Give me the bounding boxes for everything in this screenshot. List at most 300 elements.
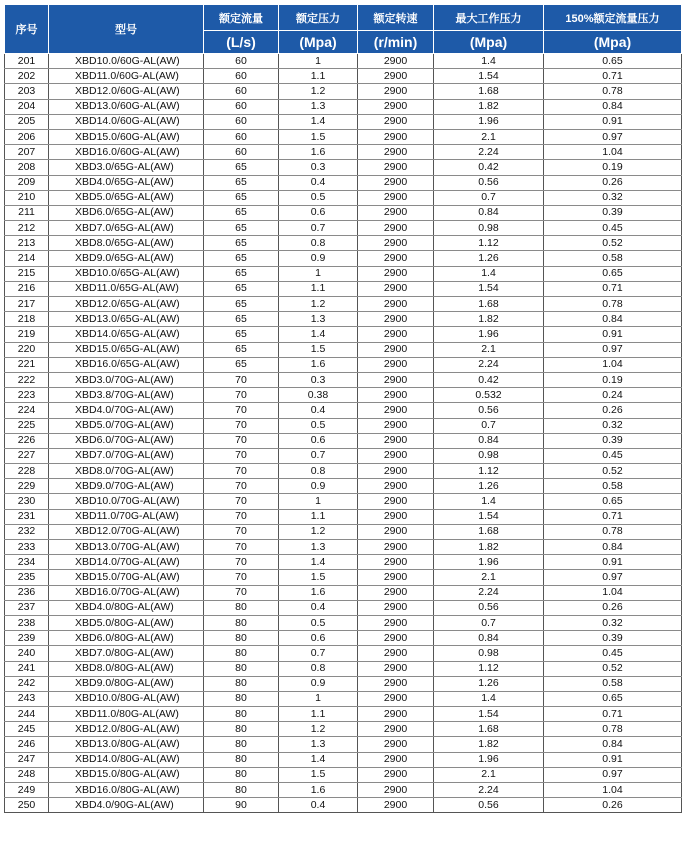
table-row [5,737,682,752]
cell-max-pressure: 0.42 [434,372,544,387]
cell-flow: 80 [204,767,279,782]
cell-flow150-pressure: 0.91 [544,114,682,129]
cell-seq: 229 [5,479,49,494]
header-max-pressure: 最大工作压力 [434,5,544,31]
cell-seq: 250 [5,798,49,813]
cell-model: XBD4.0/65G-AL(AW) [49,175,204,190]
cell-model: XBD13.0/65G-AL(AW) [49,312,204,327]
cell-speed: 2900 [358,312,434,327]
cell-seq: 212 [5,221,49,236]
cell-flow: 65 [204,205,279,220]
table-row [5,570,682,585]
cell-speed: 2900 [358,190,434,205]
cell-speed: 2900 [358,464,434,479]
cell-flow: 70 [204,388,279,403]
cell-max-pressure: 1.68 [434,722,544,737]
cell-seq: 244 [5,707,49,722]
cell-flow150-pressure: 1.04 [544,783,682,798]
cell-pressure: 1 [279,266,358,281]
cell-max-pressure: 2.24 [434,585,544,600]
cell-flow150-pressure: 0.71 [544,281,682,296]
cell-speed: 2900 [358,479,434,494]
cell-flow150-pressure: 0.71 [544,509,682,524]
cell-pressure: 1.5 [279,570,358,585]
table-row [5,798,682,813]
table-row [5,236,682,251]
cell-model: XBD6.0/65G-AL(AW) [49,205,204,220]
cell-seq: 210 [5,190,49,205]
cell-seq: 206 [5,129,49,144]
cell-max-pressure: 0.7 [434,418,544,433]
cell-max-pressure: 0.56 [434,175,544,190]
cell-model: XBD3.0/70G-AL(AW) [49,372,204,387]
cell-flow: 60 [204,129,279,144]
cell-flow: 60 [204,114,279,129]
cell-speed: 2900 [358,357,434,372]
table-row [5,464,682,479]
table-row [5,357,682,372]
cell-pressure: 1.2 [279,297,358,312]
cell-model: XBD14.0/70G-AL(AW) [49,555,204,570]
cell-speed: 2900 [358,403,434,418]
cell-model: XBD4.0/70G-AL(AW) [49,403,204,418]
cell-max-pressure: 0.98 [434,221,544,236]
cell-pressure: 1.4 [279,327,358,342]
cell-seq: 208 [5,160,49,175]
table-row [5,84,682,99]
cell-pressure: 0.3 [279,160,358,175]
cell-flow: 80 [204,600,279,615]
cell-speed: 2900 [358,297,434,312]
cell-pressure: 0.6 [279,433,358,448]
table-row [5,175,682,190]
cell-model: XBD14.0/65G-AL(AW) [49,327,204,342]
cell-flow150-pressure: 0.58 [544,676,682,691]
cell-pressure: 1.3 [279,737,358,752]
cell-model: XBD15.0/80G-AL(AW) [49,767,204,782]
table-row [5,342,682,357]
header-pressure: 额定压力 [279,5,358,31]
table-row [5,160,682,175]
cell-model: XBD16.0/65G-AL(AW) [49,357,204,372]
cell-max-pressure: 1.4 [434,266,544,281]
cell-seq: 220 [5,342,49,357]
pump-spec-table [4,4,682,813]
cell-pressure: 1.6 [279,145,358,160]
table-row [5,312,682,327]
cell-flow150-pressure: 0.84 [544,540,682,555]
cell-flow: 65 [204,251,279,266]
cell-speed: 2900 [358,509,434,524]
cell-speed: 2900 [358,676,434,691]
cell-flow: 60 [204,145,279,160]
cell-flow: 60 [204,54,279,69]
cell-speed: 2900 [358,84,434,99]
cell-speed: 2900 [358,145,434,160]
table-row [5,114,682,129]
cell-model: XBD3.8/70G-AL(AW) [49,388,204,403]
cell-max-pressure: 1.12 [434,464,544,479]
table-header [5,5,682,54]
cell-pressure: 0.7 [279,448,358,463]
cell-max-pressure: 1.96 [434,752,544,767]
cell-flow150-pressure: 0.26 [544,403,682,418]
cell-pressure: 1.2 [279,84,358,99]
cell-model: XBD12.0/70G-AL(AW) [49,524,204,539]
cell-seq: 233 [5,540,49,555]
table-row [5,388,682,403]
cell-max-pressure: 2.1 [434,129,544,144]
cell-seq: 202 [5,69,49,84]
cell-speed: 2900 [358,737,434,752]
cell-speed: 2900 [358,388,434,403]
cell-pressure: 0.9 [279,251,358,266]
table-row [5,767,682,782]
cell-model: XBD4.0/80G-AL(AW) [49,600,204,615]
cell-speed: 2900 [358,69,434,84]
cell-seq: 242 [5,676,49,691]
cell-model: XBD10.0/60G-AL(AW) [49,54,204,69]
cell-model: XBD13.0/80G-AL(AW) [49,737,204,752]
cell-max-pressure: 0.532 [434,388,544,403]
header-seq: 序号 [5,5,49,54]
cell-flow: 70 [204,433,279,448]
table-row [5,205,682,220]
cell-pressure: 1.4 [279,555,358,570]
cell-flow150-pressure: 0.97 [544,342,682,357]
table-row [5,145,682,160]
cell-model: XBD14.0/80G-AL(AW) [49,752,204,767]
cell-model: XBD5.0/70G-AL(AW) [49,418,204,433]
cell-seq: 247 [5,752,49,767]
cell-max-pressure: 1.12 [434,236,544,251]
header-flow: 额定流量 [204,5,279,31]
cell-max-pressure: 0.98 [434,448,544,463]
cell-max-pressure: 1.96 [434,327,544,342]
cell-max-pressure: 1.54 [434,509,544,524]
cell-speed: 2900 [358,281,434,296]
cell-flow: 65 [204,266,279,281]
cell-flow: 65 [204,175,279,190]
cell-model: XBD5.0/80G-AL(AW) [49,615,204,630]
cell-flow150-pressure: 0.26 [544,600,682,615]
table-row [5,691,682,706]
cell-model: XBD7.0/80G-AL(AW) [49,646,204,661]
cell-speed: 2900 [358,798,434,813]
table-body [5,54,682,813]
cell-flow: 70 [204,509,279,524]
cell-flow: 80 [204,646,279,661]
cell-pressure: 0.6 [279,631,358,646]
cell-model: XBD13.0/60G-AL(AW) [49,99,204,114]
cell-max-pressure: 0.84 [434,205,544,220]
cell-seq: 227 [5,448,49,463]
cell-model: XBD12.0/80G-AL(AW) [49,722,204,737]
cell-model: XBD12.0/65G-AL(AW) [49,297,204,312]
cell-pressure: 0.6 [279,205,358,220]
cell-pressure: 1 [279,54,358,69]
cell-max-pressure: 0.56 [434,798,544,813]
cell-flow150-pressure: 0.71 [544,707,682,722]
cell-flow150-pressure: 0.39 [544,205,682,220]
cell-max-pressure: 1.82 [434,737,544,752]
cell-seq: 207 [5,145,49,160]
cell-seq: 218 [5,312,49,327]
cell-flow150-pressure: 0.32 [544,190,682,205]
cell-model: XBD8.0/70G-AL(AW) [49,464,204,479]
table-row [5,524,682,539]
cell-speed: 2900 [358,524,434,539]
cell-flow150-pressure: 0.24 [544,388,682,403]
cell-flow: 80 [204,631,279,646]
cell-pressure: 1.6 [279,357,358,372]
cell-seq: 232 [5,524,49,539]
cell-seq: 225 [5,418,49,433]
cell-seq: 231 [5,509,49,524]
pump-spec-sheet [4,4,681,813]
cell-flow: 60 [204,69,279,84]
cell-max-pressure: 1.96 [434,114,544,129]
table-row [5,600,682,615]
cell-pressure: 1.3 [279,99,358,114]
table-row [5,221,682,236]
cell-flow: 80 [204,661,279,676]
cell-max-pressure: 2.1 [434,342,544,357]
cell-pressure: 0.4 [279,175,358,190]
cell-model: XBD10.0/70G-AL(AW) [49,494,204,509]
cell-flow: 70 [204,403,279,418]
cell-speed: 2900 [358,555,434,570]
cell-flow150-pressure: 0.52 [544,661,682,676]
cell-max-pressure: 1.12 [434,661,544,676]
cell-flow: 70 [204,448,279,463]
cell-seq: 249 [5,783,49,798]
table-row [5,54,682,69]
cell-flow: 80 [204,722,279,737]
table-row [5,418,682,433]
cell-max-pressure: 1.4 [434,54,544,69]
cell-flow150-pressure: 0.97 [544,570,682,585]
cell-pressure: 0.9 [279,676,358,691]
cell-seq: 209 [5,175,49,190]
cell-flow150-pressure: 0.78 [544,524,682,539]
cell-speed: 2900 [358,54,434,69]
cell-max-pressure: 1.26 [434,676,544,691]
cell-pressure: 1.4 [279,752,358,767]
cell-speed: 2900 [358,99,434,114]
cell-pressure: 1 [279,691,358,706]
cell-seq: 217 [5,297,49,312]
cell-pressure: 0.5 [279,418,358,433]
cell-pressure: 1.4 [279,114,358,129]
cell-pressure: 0.8 [279,661,358,676]
cell-flow: 65 [204,312,279,327]
cell-flow150-pressure: 0.32 [544,418,682,433]
cell-seq: 236 [5,585,49,600]
cell-speed: 2900 [358,175,434,190]
cell-speed: 2900 [358,540,434,555]
cell-max-pressure: 0.84 [434,433,544,448]
cell-seq: 215 [5,266,49,281]
cell-seq: 205 [5,114,49,129]
table-row [5,707,682,722]
cell-speed: 2900 [358,160,434,175]
cell-flow: 65 [204,190,279,205]
cell-max-pressure: 1.54 [434,281,544,296]
cell-pressure: 1.6 [279,585,358,600]
cell-flow: 80 [204,783,279,798]
cell-model: XBD6.0/80G-AL(AW) [49,631,204,646]
table-row [5,646,682,661]
cell-speed: 2900 [358,600,434,615]
cell-flow: 90 [204,798,279,813]
cell-seq: 216 [5,281,49,296]
cell-max-pressure: 1.54 [434,69,544,84]
cell-pressure: 1.6 [279,783,358,798]
cell-flow: 70 [204,464,279,479]
cell-speed: 2900 [358,585,434,600]
cell-flow: 70 [204,372,279,387]
cell-flow150-pressure: 0.26 [544,175,682,190]
cell-flow: 80 [204,615,279,630]
cell-model: XBD5.0/65G-AL(AW) [49,190,204,205]
cell-pressure: 1.5 [279,767,358,782]
cell-speed: 2900 [358,752,434,767]
cell-max-pressure: 2.1 [434,570,544,585]
cell-seq: 234 [5,555,49,570]
cell-seq: 223 [5,388,49,403]
cell-seq: 224 [5,403,49,418]
cell-flow: 80 [204,676,279,691]
cell-speed: 2900 [358,433,434,448]
cell-flow: 65 [204,297,279,312]
cell-speed: 2900 [358,372,434,387]
cell-pressure: 0.4 [279,798,358,813]
header-flow150-unit: (Mpa) [544,31,682,54]
cell-flow: 65 [204,236,279,251]
cell-flow150-pressure: 1.04 [544,145,682,160]
cell-max-pressure: 0.56 [434,600,544,615]
cell-model: XBD3.0/65G-AL(AW) [49,160,204,175]
table-row [5,129,682,144]
header-model: 型号 [49,5,204,54]
cell-flow150-pressure: 0.58 [544,251,682,266]
cell-model: XBD11.0/65G-AL(AW) [49,281,204,296]
cell-model: XBD8.0/65G-AL(AW) [49,236,204,251]
table-row [5,190,682,205]
cell-flow: 65 [204,160,279,175]
cell-pressure: 0.3 [279,372,358,387]
cell-seq: 204 [5,99,49,114]
cell-flow: 70 [204,479,279,494]
cell-flow150-pressure: 0.84 [544,737,682,752]
cell-flow150-pressure: 0.65 [544,494,682,509]
table-row [5,403,682,418]
cell-speed: 2900 [358,342,434,357]
cell-seq: 222 [5,372,49,387]
cell-pressure: 0.9 [279,479,358,494]
table-row [5,327,682,342]
cell-flow150-pressure: 0.65 [544,266,682,281]
cell-speed: 2900 [358,236,434,251]
cell-flow: 70 [204,418,279,433]
cell-flow150-pressure: 0.71 [544,69,682,84]
cell-speed: 2900 [358,448,434,463]
table-row [5,69,682,84]
table-row [5,99,682,114]
cell-flow: 80 [204,691,279,706]
cell-flow150-pressure: 0.91 [544,752,682,767]
cell-seq: 226 [5,433,49,448]
table-row [5,251,682,266]
cell-model: XBD9.0/65G-AL(AW) [49,251,204,266]
cell-flow150-pressure: 0.84 [544,99,682,114]
cell-seq: 230 [5,494,49,509]
cell-flow: 70 [204,585,279,600]
cell-flow: 65 [204,221,279,236]
cell-speed: 2900 [358,570,434,585]
cell-max-pressure: 1.26 [434,479,544,494]
header-speed: 额定转速 [358,5,434,31]
cell-speed: 2900 [358,783,434,798]
cell-pressure: 1.1 [279,281,358,296]
table-row [5,661,682,676]
cell-flow150-pressure: 1.04 [544,357,682,372]
table-row [5,448,682,463]
cell-pressure: 0.8 [279,464,358,479]
cell-max-pressure: 2.24 [434,357,544,372]
table-row [5,509,682,524]
cell-max-pressure: 1.54 [434,707,544,722]
cell-flow150-pressure: 0.91 [544,555,682,570]
cell-max-pressure: 1.82 [434,312,544,327]
cell-speed: 2900 [358,418,434,433]
cell-flow150-pressure: 0.91 [544,327,682,342]
cell-flow150-pressure: 0.39 [544,433,682,448]
cell-max-pressure: 1.68 [434,524,544,539]
table-row [5,266,682,281]
cell-flow150-pressure: 0.45 [544,448,682,463]
table-row [5,631,682,646]
cell-flow150-pressure: 0.52 [544,464,682,479]
cell-seq: 237 [5,600,49,615]
cell-max-pressure: 2.1 [434,767,544,782]
cell-pressure: 1.1 [279,707,358,722]
cell-flow: 70 [204,494,279,509]
cell-seq: 221 [5,357,49,372]
cell-model: XBD7.0/65G-AL(AW) [49,221,204,236]
cell-flow150-pressure: 0.19 [544,372,682,387]
cell-flow150-pressure: 0.97 [544,129,682,144]
cell-flow150-pressure: 0.19 [544,160,682,175]
cell-seq: 245 [5,722,49,737]
cell-model: XBD12.0/60G-AL(AW) [49,84,204,99]
cell-flow: 65 [204,281,279,296]
table-row [5,615,682,630]
cell-flow150-pressure: 1.04 [544,585,682,600]
cell-model: XBD13.0/70G-AL(AW) [49,540,204,555]
cell-pressure: 1.2 [279,722,358,737]
cell-model: XBD16.0/80G-AL(AW) [49,783,204,798]
cell-speed: 2900 [358,494,434,509]
cell-flow: 80 [204,737,279,752]
cell-seq: 211 [5,205,49,220]
cell-model: XBD9.0/70G-AL(AW) [49,479,204,494]
cell-flow150-pressure: 0.78 [544,297,682,312]
cell-seq: 240 [5,646,49,661]
cell-max-pressure: 1.68 [434,297,544,312]
cell-max-pressure: 0.84 [434,631,544,646]
